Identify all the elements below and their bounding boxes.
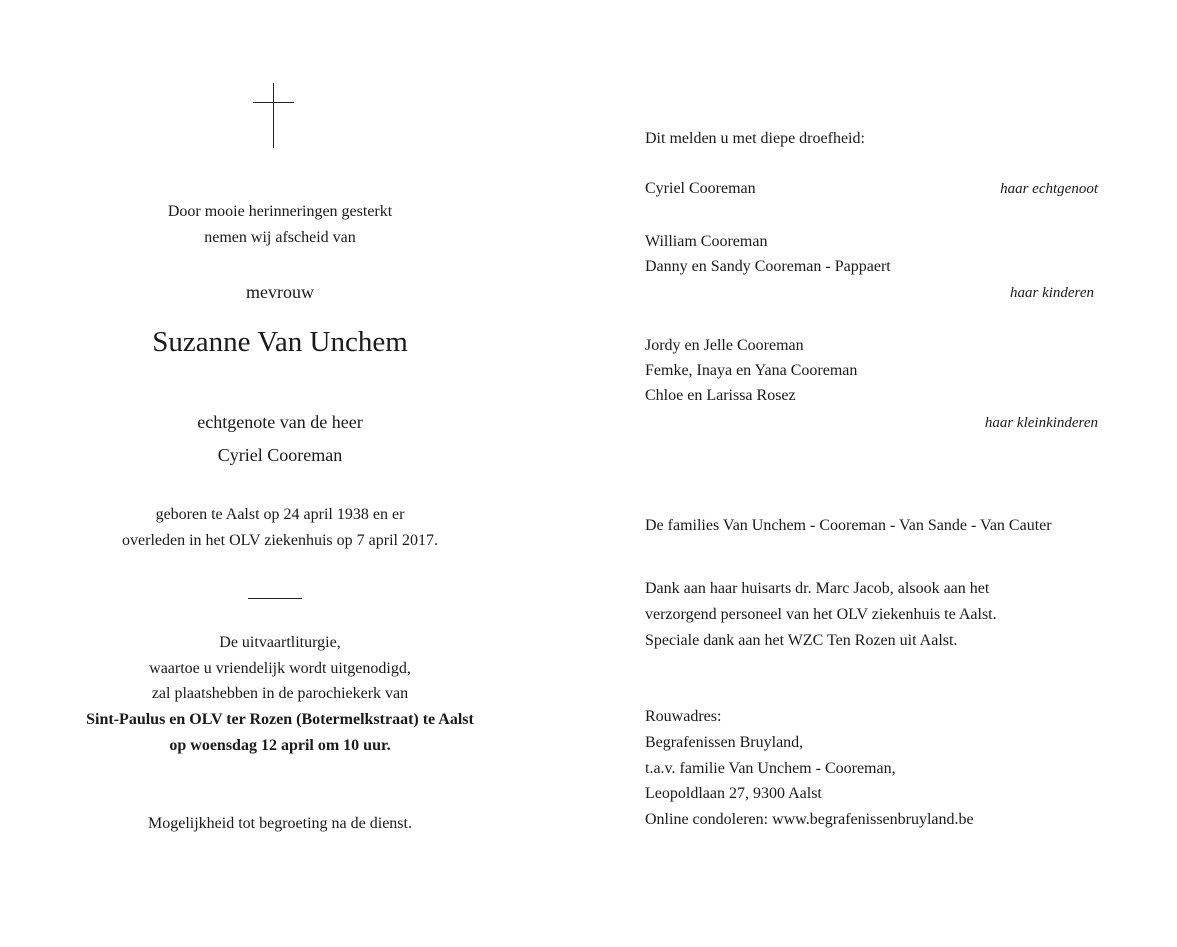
service-datetime: op woensdag 12 april om 10 uur. — [169, 737, 391, 754]
liturgy-line: waartoe u vriendelijk wordt uitgenodigd, — [149, 660, 411, 677]
online-condolence: Online condoleren: www.begrafenissenbruyland.be — [645, 811, 974, 828]
intro-line: Door mooie herinneringen gesterkt — [167, 203, 393, 220]
greeting-note: Mogelijkheid tot begroeting na de dienst. — [148, 815, 412, 832]
liturgy-line: zal plaatshebben in de parochiekerk van — [151, 685, 409, 702]
announcement-intro: Dit melden u met diepe droefheid: — [645, 130, 865, 147]
thanks-line: Speciale dank aan het WZC Ten Rozen uit Aalst. — [645, 632, 958, 649]
address-line: Leopoldlaan 27, 9300 Aalst — [645, 785, 822, 802]
deceased-name: Suzanne Van Unchem — [152, 326, 408, 358]
address-line: t.a.v. familie Van Unchem - Cooreman, — [645, 760, 896, 777]
grandchildren-role: haar kleinkinderen — [984, 415, 1098, 431]
child-name: Danny en Sandy Cooreman - Pappaert — [645, 258, 891, 275]
cross-horizontal — [253, 102, 294, 103]
divider — [248, 598, 302, 599]
spouse-name: Cyriel Cooreman — [645, 180, 756, 197]
address-label: Rouwadres: — [645, 708, 722, 725]
thanks-line: Dank aan haar huisarts dr. Marc Jacob, alsook aan het — [645, 580, 990, 597]
grandchild-name: Chloe en Larissa Rosez — [645, 387, 796, 404]
child-name: William Cooreman — [645, 233, 768, 250]
death-line: overleden in het OLV ziekenhuis op 7 april 2017. — [122, 532, 438, 549]
thanks-line: verzorgend personeel van het OLV ziekenhuis te Aalst. — [645, 606, 997, 623]
spouse-line: echtgenote van de heer — [197, 412, 363, 432]
liturgy-line: De uitvaartliturgie, — [219, 634, 341, 651]
honorific: mevrouw — [246, 282, 314, 302]
address-line: Begrafenissen Bruyland, — [645, 734, 804, 751]
families-line: De families Van Unchem - Cooreman - Van Sande - Van Cauter — [645, 517, 1052, 534]
cross-vertical — [273, 83, 274, 148]
birth-line: geboren te Aalst op 24 april 1938 en er — [155, 506, 405, 523]
intro-line: nemen wij afscheid van — [204, 229, 356, 246]
grandchild-name: Femke, Inaya en Yana Cooreman — [645, 362, 858, 379]
church-location: Sint-Paulus en OLV ter Rozen (Botermelkstraat) te Aalst — [86, 711, 474, 728]
children-role: haar kinderen — [1009, 285, 1094, 301]
grandchild-name: Jordy en Jelle Cooreman — [645, 337, 804, 354]
spouse-role: haar echtgenoot — [1000, 181, 1098, 197]
spouse-name: Cyriel Cooreman — [217, 445, 343, 465]
